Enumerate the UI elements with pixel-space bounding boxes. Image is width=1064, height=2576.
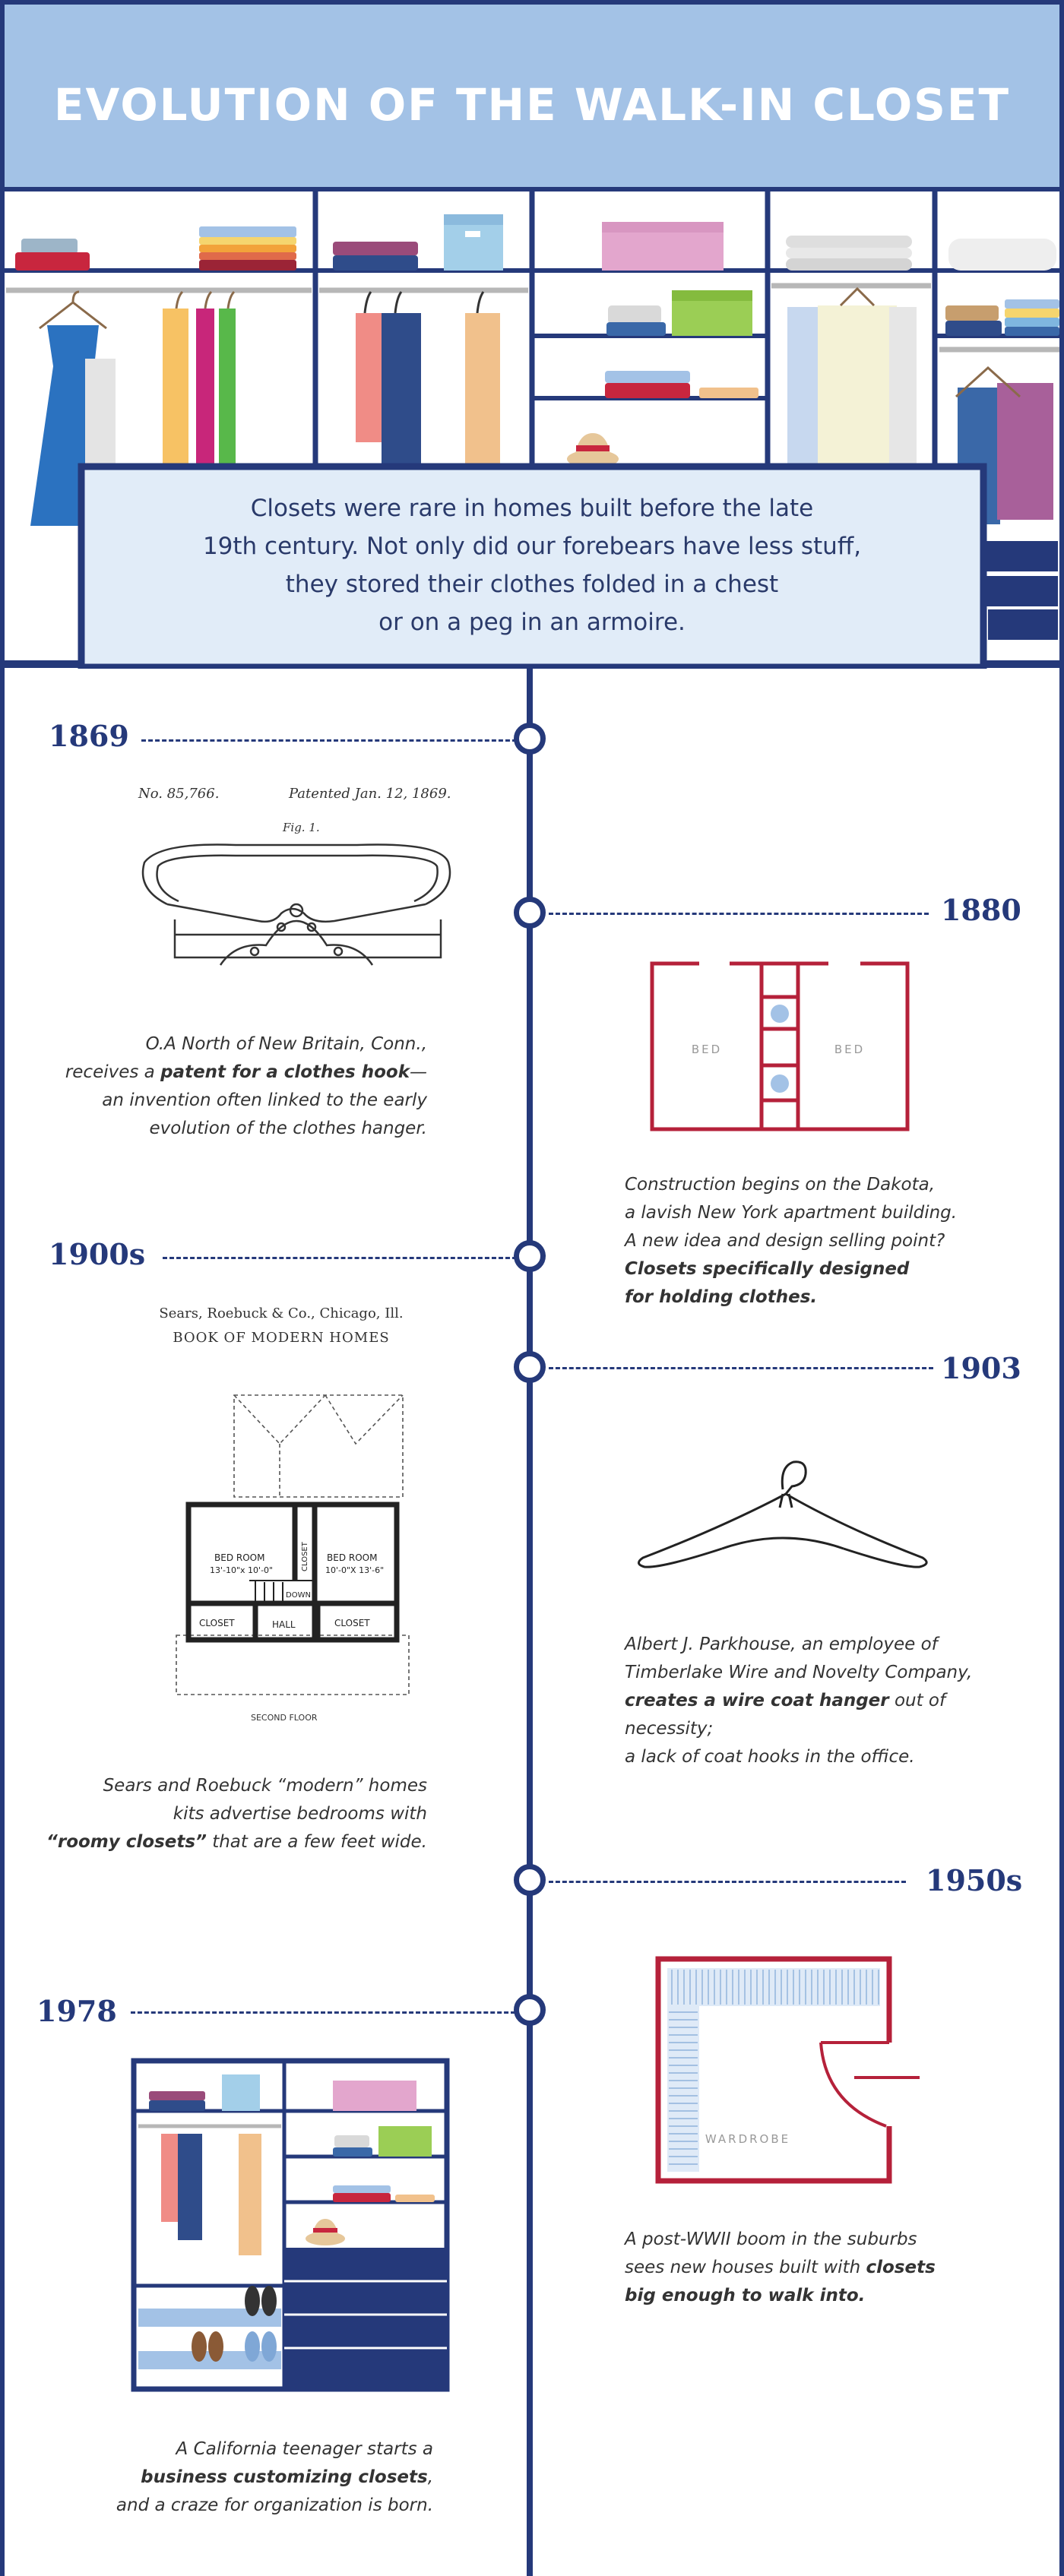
- node-1869: [514, 723, 546, 755]
- caption-emphasis: for holding clothes.: [625, 1287, 818, 1307]
- plan-bedroom2: BED ROOM: [327, 1552, 378, 1563]
- caption-line: a lack of coat hooks in the office.: [625, 1747, 915, 1767]
- caption-line: [46, 1059, 427, 1087]
- plan-bedroom1-size: 13'-10"x 10'-0": [210, 1565, 274, 1575]
- plan-closet-left: CLOSET: [199, 1618, 235, 1628]
- caption-text: ,: [427, 2467, 433, 2487]
- caption-line: a lavish New York apartment building.: [625, 1203, 958, 1223]
- patent-fig: Fig. 1.: [283, 821, 320, 834]
- caption-line: A post-WWII boom in the suburbs: [625, 2229, 917, 2249]
- plan-closet-top: CLOSET: [301, 1542, 309, 1571]
- sears-publisher: Sears, Roebuck & Co., Chicago, Ill.: [159, 1305, 404, 1321]
- plan-bedroom2-size: 10'-0"X 13'-6": [325, 1565, 385, 1575]
- year-1903: 1903: [941, 1351, 1021, 1385]
- caption-line: an invention often linked to the early: [102, 1090, 427, 1110]
- plan-floor-label: SECOND FLOOR: [251, 1713, 318, 1723]
- plan-hall: HALL: [272, 1619, 296, 1630]
- caption-line: Albert J. Parkhouse, an employee of: [625, 1635, 938, 1654]
- caption-line: A California teenager starts a: [176, 2439, 433, 2459]
- caption-line: Construction begins on the Dakota,: [625, 1175, 936, 1195]
- node-1880: [514, 897, 546, 929]
- caption-emphasis: “roomy closets”: [46, 1832, 207, 1852]
- caption-line: A new idea and design selling point?: [625, 1231, 945, 1251]
- caption-emphasis: business customizing closets: [141, 2467, 428, 2487]
- caption-line: Timberlake Wire and Novelty Company,: [625, 1663, 973, 1682]
- caption-1880: [625, 1171, 1020, 1312]
- header-banner: [0, 0, 1064, 191]
- caption-line: [625, 2254, 1020, 2282]
- year-1900s: 1900s: [49, 1237, 146, 1271]
- patent-number: No. 85,766.: [138, 786, 220, 802]
- dash-1978: [131, 2011, 515, 2014]
- wire-hanger-icon: [631, 1429, 935, 1581]
- caption-emphasis: creates a wire coat hanger: [625, 1691, 889, 1710]
- node-1950s: [514, 1864, 546, 1896]
- caption-1903: [625, 1631, 1035, 1771]
- caption-line: [625, 2282, 1020, 2310]
- page-title: EVOLUTION OF THE WALK-IN CLOSET: [53, 79, 1011, 131]
- caption-text: receives a: [65, 1062, 161, 1082]
- patent-drawing: [122, 775, 479, 995]
- intro-line: Closets were rare in homes built before the late: [250, 495, 814, 522]
- year-1880: 1880: [941, 893, 1021, 927]
- dash-1869: [141, 739, 517, 742]
- organized-closet-illustration: [131, 2058, 450, 2392]
- plan-down: DOWN: [286, 1591, 311, 1600]
- caption-1950s: [625, 2226, 1020, 2310]
- caption-text: sees new houses built with: [625, 2258, 866, 2277]
- caption-line: Sears and Roebuck “modern” homes: [103, 1776, 427, 1796]
- patent-date: Patented Jan. 12, 1869.: [289, 786, 451, 802]
- caption-emphasis: Closets specifically designed: [625, 1259, 910, 1279]
- intro-line: they stored their clothes folded in a chest: [285, 571, 779, 598]
- caption-emphasis: patent for a clothes hook: [160, 1062, 410, 1082]
- caption-emphasis: closets: [866, 2258, 936, 2277]
- dash-1880: [549, 913, 929, 915]
- caption-1900s: [46, 1772, 427, 1856]
- intro-text: [91, 489, 973, 641]
- wardrobe-floorplan: [654, 1954, 924, 2190]
- intro-line: or on a peg in an armoire.: [378, 609, 686, 636]
- node-1978: [514, 1994, 546, 2026]
- sears-book-title: BOOK OF MODERN HOMES: [173, 1330, 390, 1346]
- caption-line: [46, 2464, 433, 2492]
- dakota-floorplan: [646, 959, 912, 1134]
- dash-1900s: [163, 1257, 517, 1259]
- dash-1903: [549, 1367, 933, 1369]
- node-1900s: [514, 1240, 546, 1272]
- caption-line: O.A North of New Britain, Conn.,: [145, 1034, 427, 1054]
- node-1903: [514, 1351, 546, 1383]
- caption-text: that are a few feet wide.: [206, 1832, 427, 1852]
- caption-line: kits advertise bedrooms with: [173, 1804, 427, 1824]
- sears-floorplan: [166, 1391, 416, 1725]
- caption-line: evolution of the clothes hanger.: [149, 1119, 427, 1138]
- caption-line: and a craze for organization is born.: [116, 2495, 433, 2515]
- year-1869: 1869: [49, 719, 129, 753]
- bed-right-label: BED: [834, 1043, 866, 1056]
- timeline-spine: [527, 667, 533, 2576]
- caption-line: [625, 1687, 1035, 1743]
- bed-left-label: BED: [691, 1043, 723, 1056]
- intro-line: 19th century. Not only did our forebears have less stuff,: [202, 533, 862, 560]
- year-1950s: 1950s: [926, 1863, 1023, 1897]
- caption-1978: [46, 2435, 433, 2520]
- wardrobe-label: WARDROBE: [705, 2132, 791, 2146]
- caption-line: [625, 1255, 1020, 1283]
- caption-line: [46, 1828, 427, 1856]
- caption-1869: [46, 1030, 427, 1143]
- dash-1950s: [549, 1881, 906, 1883]
- caption-emphasis: big enough to walk into.: [625, 2286, 866, 2305]
- caption-text: —: [410, 1062, 427, 1082]
- caption-text: out of necessity;: [625, 1691, 946, 1739]
- plan-bedroom1: BED ROOM: [214, 1552, 265, 1563]
- plan-closet-right: CLOSET: [334, 1618, 370, 1628]
- caption-line: [625, 1283, 1020, 1312]
- year-1978: 1978: [36, 1994, 117, 2028]
